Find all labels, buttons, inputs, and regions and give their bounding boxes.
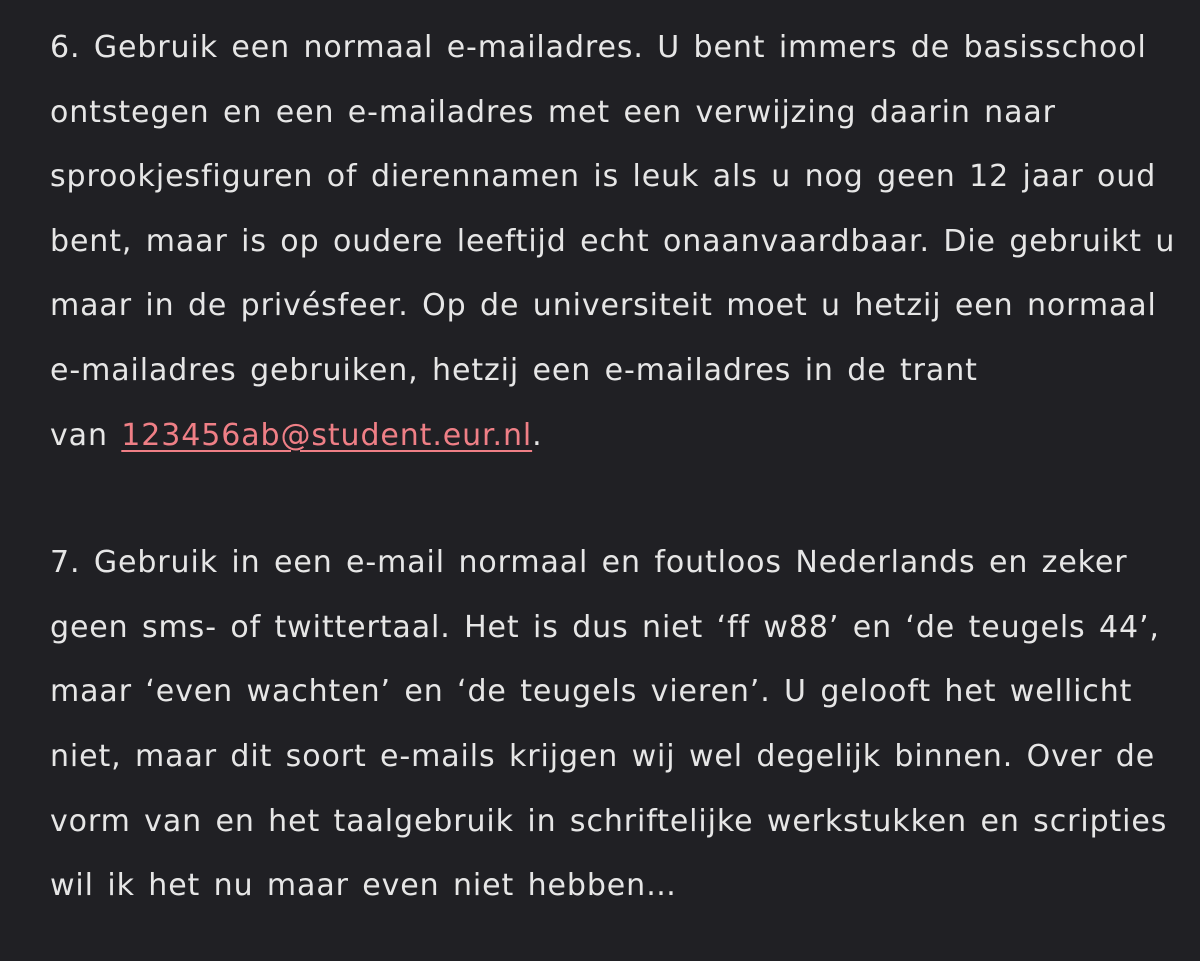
paragraph-7 [50, 531, 1180, 919]
text-line: vorm van en het taalgebruik in schriftelijke werkstukken en scripties [50, 803, 1168, 839]
text-line: ontstegen en een e-mailadres met een verwijzing daarin naar [50, 94, 1056, 130]
email-prefix: van [50, 417, 122, 453]
text-line: wil ik het nu maar even niet hebben… [50, 868, 677, 904]
text-line: geen sms- of twittertaal. Het is dus niet ‘ff w88’ en ‘de teugels 44’, [50, 609, 1160, 645]
text-line: maar ‘even wachten’ en ‘de teugels vieren’. U gelooft het wellicht [50, 674, 1133, 710]
email-link[interactable]: 123456ab@student.eur.nl [121, 417, 533, 453]
text-line: maar in de privésfeer. Op de universiteit moet u hetzij een normaal [50, 288, 1157, 324]
text-line: 7. Gebruik in een e-mail normaal en foutloos Nederlands en zeker [50, 545, 1128, 581]
article-text [50, 16, 1180, 919]
email-suffix: . [532, 417, 543, 453]
text-line: 6. Gebruik een normaal e-mailadres. U bent immers de basisschool [50, 30, 1147, 65]
text-line: sprookjesfiguren of dierennamen is leuk als u nog geen 12 jaar oud [50, 159, 1157, 195]
paragraph-6 [50, 16, 1180, 468]
text-line: niet, maar dit soort e-mails krijgen wij wel degelijk binnen. Over de [50, 738, 1156, 774]
text-line: bent, maar is op oudere leeftijd echt onaanvaardbaar. Die gebruikt u [50, 223, 1176, 259]
email-line [50, 404, 1180, 469]
text-line: e-mailadres gebruiken, hetzij een e-mailadres in de trant [50, 352, 978, 388]
